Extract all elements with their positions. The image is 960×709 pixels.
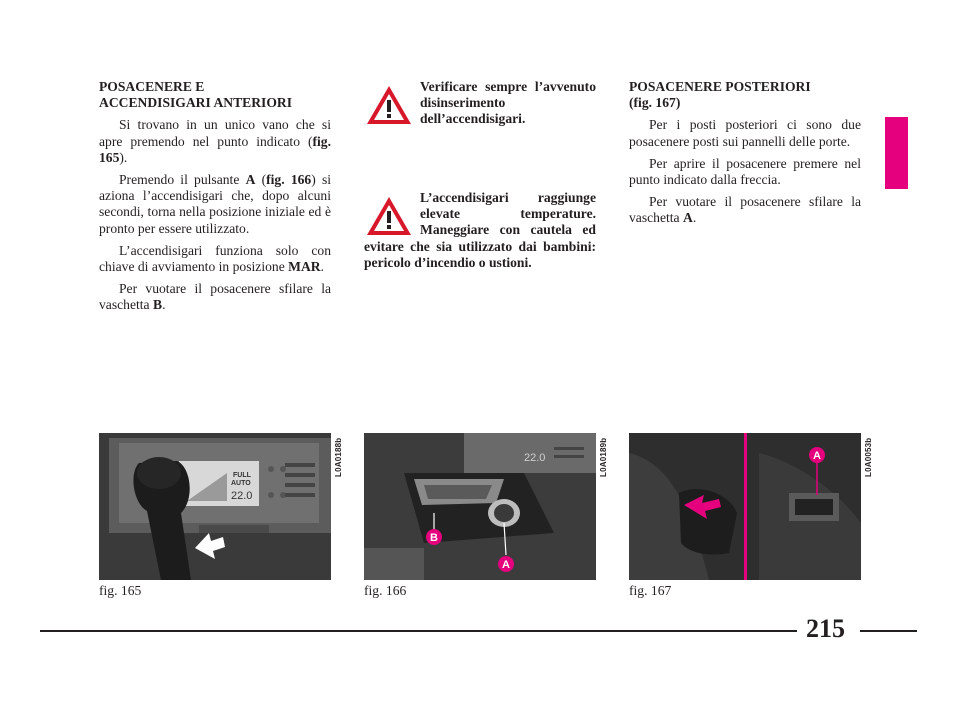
paragraph-location: Si trovano in un unico vano che si apre premendo nel punto indicato (fig. 165).	[99, 117, 331, 165]
rear-section-heading	[629, 79, 861, 111]
warning-box-1	[364, 79, 596, 128]
display-auto-text: AUTO	[231, 480, 251, 487]
label-a-ref: A	[682, 210, 693, 226]
figure-165-photo	[99, 433, 331, 580]
display-temp-text: 22.0	[524, 452, 546, 464]
warning-text-1: Verificare sempre l’avvenuto disinserimento dell’accendisigari.	[420, 79, 596, 127]
front-section-heading	[99, 79, 331, 111]
heading-line-1: POSACENERE E	[99, 79, 205, 94]
figure-166-code: L0A0189b	[599, 437, 608, 477]
footer-rule-left	[40, 630, 797, 632]
fig-ref-166[interactable]: fig. 166	[266, 172, 312, 188]
heading-line-2: ACCENDISIGARI ANTERIORI	[99, 95, 292, 111]
rear-ashtray-section	[629, 79, 861, 233]
paragraph-lighter-button: Premendo il pulsante A (fig. 166) si aziona l’accendisigari che, dopo alcuni secondi, torna nella posizione iniziale ed è pronto per essere utilizzato.	[99, 172, 332, 236]
paragraph-rear-empty: Per vuotare il posacenere sfilare la vaschetta A.	[629, 194, 861, 226]
warning-triangle-icon	[364, 194, 414, 238]
footer-rule-right	[860, 630, 917, 632]
label-a-marker: A	[813, 450, 821, 462]
paragraph-empty-ashtray: Per vuotare il posacenere sfilare la vaschetta B.	[99, 281, 331, 313]
paragraph-rear-location: Per i posti posteriori ci sono due posacenere posti sui pannelli delle porte.	[629, 117, 861, 149]
paragraph-lighter-key: L’accendisigari funziona solo con chiave di avviamento in posizione MAR.	[99, 242, 331, 275]
label-a-marker: A	[502, 559, 510, 571]
figure-165-caption: fig. 165	[99, 583, 142, 598]
figure-167-photo	[629, 433, 861, 580]
thumb-tab-marker	[885, 117, 908, 189]
warning-triangle-icon	[364, 83, 414, 127]
figure-166-photo	[364, 433, 596, 580]
section-thumb-tab	[885, 117, 908, 189]
label-b-marker: B	[430, 532, 438, 544]
heading-line-1: POSACENERE POSTERIORI	[629, 79, 811, 94]
figure-165-code: L0A0188b	[334, 437, 343, 477]
warning-box-2	[364, 190, 596, 271]
label-a-ref: A	[245, 172, 256, 188]
front-ashtray-section	[99, 79, 331, 320]
display-full-text: FULL	[233, 472, 251, 479]
page-number: 215	[806, 614, 845, 643]
heading-line-2: (fig. 167)	[629, 95, 681, 111]
display-temp-text: 22.0	[231, 490, 253, 502]
figure-167-caption: fig. 167	[629, 583, 672, 598]
figure-167-code: L0A0053b	[864, 437, 873, 477]
mar-position: MAR	[288, 259, 321, 275]
warning-text-2: L’accendisigari raggiunge elevate temperature. Maneggiare con cautela ed evitare che sia utilizzato dai bambini: pericolo d’incendio o ustioni.	[364, 190, 596, 270]
figure-166-caption: fig. 166	[364, 583, 407, 598]
label-b-ref: B	[152, 297, 163, 313]
fig-ref-165[interactable]: fig. 165	[99, 133, 331, 165]
paragraph-rear-open: Per aprire il posacenere premere nel punto indicato dalla freccia.	[629, 155, 861, 188]
